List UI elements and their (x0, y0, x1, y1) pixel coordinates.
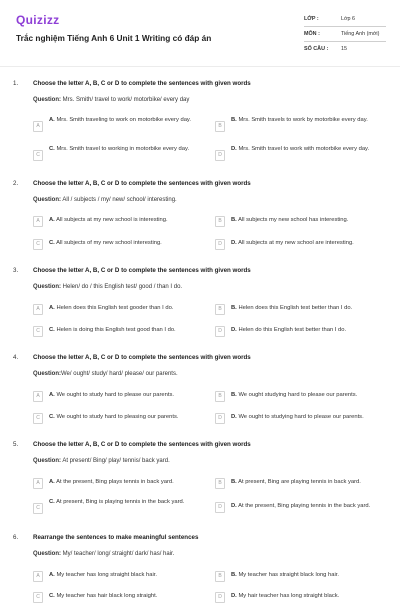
question-number: 4. (13, 354, 19, 361)
quizizz-logo: Quizizz (16, 13, 60, 27)
option-c-text: C. At present, Bing is playing tennis in the back yard. (49, 499, 185, 505)
option-c-box[interactable]: C (33, 413, 43, 424)
question-instruction: Rearrange the sentences to make meaningful sentences (33, 534, 199, 541)
question-prompt-text: My/ teacher/ long/ straight/ dark/ has/ hair. (62, 551, 175, 557)
question-label: Question: (33, 197, 61, 203)
option-d-box[interactable]: D (215, 150, 225, 161)
question-instruction: Choose the letter A, B, C or D to complete the sentences with given words (33, 180, 251, 187)
option-a-text: A. We ought to study hard to please our parents. (49, 392, 174, 398)
question-prompt-text: All / subjects / my/ new/ school/ interesting. (62, 197, 177, 203)
option-b-text: B. All subjects my new school has interesting. (231, 217, 349, 223)
option-a-box[interactable]: A (33, 121, 43, 132)
question-number: 3. (13, 267, 19, 274)
question-prompt-text: We/ ought/ study/ hard/ please/ our parents. (61, 371, 178, 377)
option-b-box[interactable]: B (215, 216, 225, 227)
question-label: Question: (33, 97, 61, 103)
question-instruction: Choose the letter A, B, C or D to complete the sentences with given words (33, 80, 251, 87)
option-a-box[interactable]: A (33, 571, 43, 582)
option-c-box[interactable]: C (33, 239, 43, 250)
question-prompt (33, 551, 174, 557)
question-prompt (33, 284, 182, 290)
option-a-box[interactable]: A (33, 216, 43, 227)
option-d-text: D. Helen do this English test better than I do. (231, 327, 347, 333)
question-label: Question: (33, 551, 61, 557)
question-number: 1. (13, 80, 19, 87)
document-header (0, 0, 400, 66)
option-a-box[interactable]: A (33, 391, 43, 402)
option-d-box[interactable]: D (215, 239, 225, 250)
option-c-text: C. All subjects of my new school interesting. (49, 240, 162, 246)
meta-label: MÔN : (304, 31, 320, 37)
option-d-text: D. Mrs. Smith travel to work with motorbike every day. (231, 146, 370, 152)
meta-value: Lớp 6 (341, 16, 356, 22)
option-a-text: A. Helen does this English test gooder than I do. (49, 305, 174, 311)
question-prompt-text: Mrs. Smith/ travel to work/ motorbike/ every day (62, 97, 190, 103)
option-b-text: B. Mrs. Smith travels to work by motorbike every day. (231, 117, 368, 123)
option-c-box[interactable]: C (33, 503, 43, 514)
option-b-box[interactable]: B (215, 121, 225, 132)
question-number: 6. (13, 534, 19, 541)
meta-value: Tiếng Anh (mới) (341, 31, 380, 37)
question-prompt (33, 97, 189, 103)
meta-label: LỚP : (304, 16, 319, 22)
question-prompt (33, 197, 177, 203)
option-d-box[interactable]: D (215, 413, 225, 424)
option-d-box[interactable]: D (215, 592, 225, 603)
option-a-box[interactable]: A (33, 304, 43, 315)
option-c-text: C. My teacher has hair black long straight. (49, 593, 158, 599)
question-instruction: Choose the letter A, B, C or D to complete the sentences with given words (33, 267, 251, 274)
option-d-text: D. My hair teacher has long straight black. (231, 593, 340, 599)
question-label: Question: (33, 371, 61, 377)
option-d-box[interactable]: D (215, 502, 225, 513)
divider (304, 26, 386, 27)
question-prompt (33, 458, 170, 464)
option-d-text: D. All subjects at my new school are interesting. (231, 240, 354, 246)
question-number: 5. (13, 441, 19, 448)
question-label: Question: (33, 284, 61, 290)
meta-label: SỐ CÂU : (304, 46, 329, 52)
option-b-text: B. Helen does this English test better than I do. (231, 305, 353, 311)
header-divider (0, 66, 400, 67)
question-prompt-text: Helen/ do / this English test/ good / than I do. (62, 284, 183, 290)
option-b-box[interactable]: B (215, 304, 225, 315)
divider (304, 41, 386, 42)
question-instruction: Choose the letter A, B, C or D to complete the sentences with given words (33, 441, 251, 448)
option-c-box[interactable]: C (33, 326, 43, 337)
option-b-text: B. At present, Bing are playing tennis in back yard. (231, 479, 361, 485)
meta-value: 15 (341, 46, 347, 52)
option-b-text: B. We ought studying hard to please our parents. (231, 392, 358, 398)
question-instruction: Choose the letter A, B, C or D to complete the sentences with given words (33, 354, 251, 361)
option-b-box[interactable]: B (215, 478, 225, 489)
option-a-text: A. At the present, Bing plays tennis in back yard. (49, 479, 174, 485)
option-d-text: D. We ought to studying hard to please our parents. (231, 414, 364, 420)
option-d-text: D. At the present, Bing playing tennis in the back yard. (231, 503, 371, 509)
option-b-text: B. My teacher has straight black long hair. (231, 572, 339, 578)
page-title: Trắc nghiệm Tiếng Anh 6 Unit 1 Writing có đáp án (16, 33, 212, 43)
option-b-box[interactable]: B (215, 571, 225, 582)
question-prompt (33, 371, 178, 377)
question-label: Question: (33, 458, 61, 464)
question-number: 2. (13, 180, 19, 187)
option-c-text: C. We ought to study hard to pleasing our parents. (49, 414, 179, 420)
option-c-box[interactable]: C (33, 592, 43, 603)
option-a-text: A. All subjects at my new school is interesting. (49, 217, 168, 223)
option-b-box[interactable]: B (215, 391, 225, 402)
question-prompt-text: At present/ Bing/ play/ tennis/ back yard. (62, 458, 170, 464)
option-a-text: A. My teacher has long straight black hair. (49, 572, 157, 578)
option-c-box[interactable]: C (33, 150, 43, 161)
option-a-box[interactable]: A (33, 478, 43, 489)
option-d-box[interactable]: D (215, 326, 225, 337)
option-c-text: C. Mrs. Smith travel to working in motorbike every day. (49, 146, 190, 152)
option-c-text: C. Helen is doing this English test good than I do. (49, 327, 176, 333)
option-a-text: A. Mrs. Smith traveling to work on motorbike every day. (49, 117, 191, 123)
